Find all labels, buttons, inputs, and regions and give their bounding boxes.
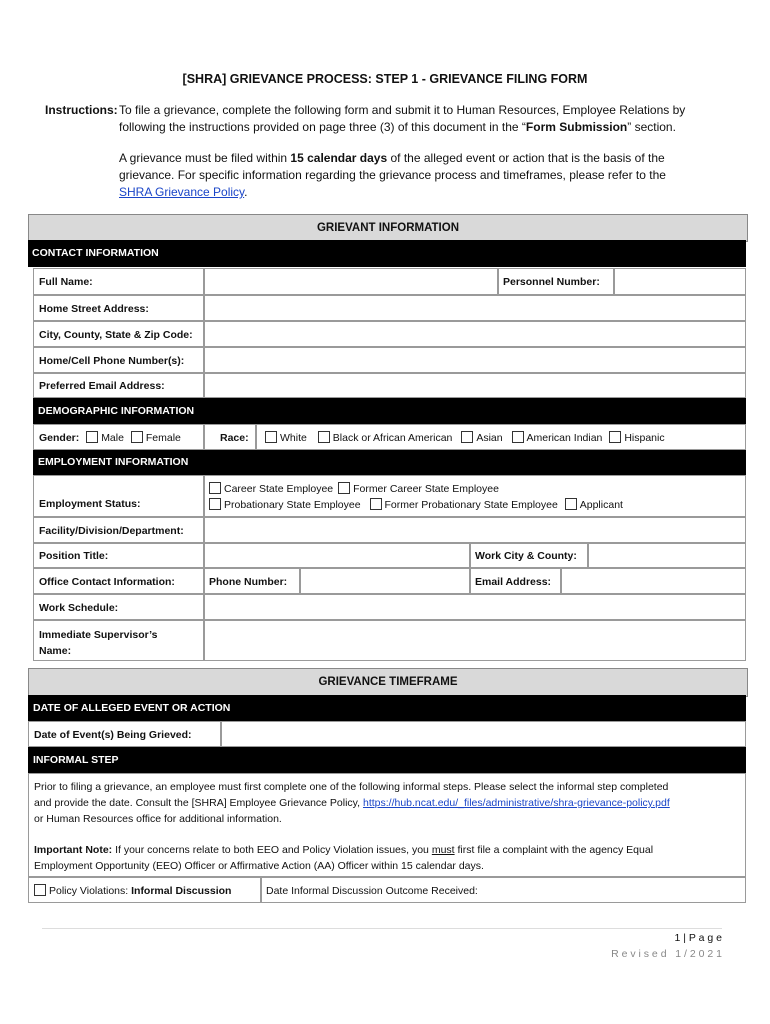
deadline-text: A grievance must be filed within — [119, 151, 291, 165]
city-state-label: City, County, State & Zip Code: — [33, 321, 204, 347]
american-indian-label: American Indian — [526, 432, 603, 444]
work-city-field[interactable] — [588, 543, 746, 568]
period: . — [244, 185, 248, 199]
form-submission-text: Form Submission — [525, 120, 628, 134]
position-label: Position Title: — [33, 543, 204, 568]
probationary-checkbox[interactable] — [209, 498, 221, 510]
employment-row-1 — [209, 481, 745, 497]
outcome-received-field[interactable]: Date Informal Discussion Outcome Received: — [261, 877, 746, 903]
white-checkbox[interactable] — [265, 431, 277, 443]
american-indian-option[interactable] — [512, 432, 603, 444]
male-checkbox[interactable] — [86, 431, 98, 443]
dates-grieved-field[interactable] — [221, 721, 746, 747]
grievant-section-header: GRIEVANT INFORMATION — [28, 214, 748, 242]
phone-field[interactable] — [204, 347, 746, 373]
phone-label: Home/Cell Phone Number(s): — [33, 347, 204, 373]
gender-row — [33, 424, 204, 450]
employment-row-2 — [209, 497, 745, 513]
instructions-line2 — [119, 119, 739, 136]
page-number: 1 | P a g e — [674, 932, 722, 944]
contact-info-header: CONTACT INFORMATION — [28, 240, 746, 267]
supervisor-label-line2: Name: — [39, 645, 72, 657]
footer-divider — [42, 928, 722, 929]
email-address-field[interactable] — [561, 568, 746, 594]
policy-link-line — [119, 184, 248, 201]
revised-date: R e v i s e d 1 / 2 0 2 1 — [611, 948, 722, 960]
deadline-days: 15 calendar days — [290, 151, 388, 165]
dates-grieved-label: Date of Event(s) Being Grieved: — [28, 721, 221, 747]
office-contact-label: Office Contact Information: — [33, 568, 204, 594]
facility-label: Facility/Division/Department: — [33, 517, 204, 543]
position-field[interactable] — [204, 543, 470, 568]
employment-status-label: Employment Status: — [33, 475, 204, 517]
informal-line1: Prior to filing a grievance, an employee must first complete one of the following informal steps. Please select the informal step completed — [34, 781, 669, 793]
home-address-label: Home Street Address: — [33, 295, 204, 321]
race-options — [256, 424, 746, 450]
white-label: White — [280, 432, 307, 444]
date-alleged-header: DATE OF ALLEGED EVENT OR ACTION — [28, 695, 746, 721]
applicant-option[interactable] — [565, 499, 623, 511]
former-probationary-checkbox[interactable] — [370, 498, 382, 510]
work-city-label: Work City & County: — [470, 543, 588, 568]
hispanic-checkbox[interactable] — [609, 431, 621, 443]
city-state-field[interactable] — [204, 321, 746, 347]
black-label: Black or African American — [332, 432, 453, 444]
race-label: Race: — [204, 424, 256, 450]
deadline-paragraph-2: grievance. For specific information regarding the grievance process and timeframes, please refer to the — [119, 168, 666, 182]
supervisor-label — [33, 620, 204, 661]
instructions-line1: To file a grievance, complete the following form and submit it to Human Resources, Employee Relations by — [119, 103, 686, 117]
applicant-label: Applicant — [579, 499, 623, 511]
deadline-paragraph — [119, 150, 739, 167]
gender-label: Gender: — [39, 432, 80, 444]
instructions-text-end: ” section. — [627, 120, 676, 134]
former-career-checkbox[interactable] — [338, 482, 350, 494]
facility-field[interactable] — [204, 517, 746, 543]
informal-line2-text: and provide the date. Consult the [SHRA] Employee Grievance Policy, — [34, 797, 363, 809]
phone-number-label: Phone Number: — [204, 568, 300, 594]
note-must: must — [431, 844, 455, 856]
black-option[interactable] — [318, 432, 453, 444]
hispanic-option[interactable] — [609, 432, 664, 444]
hispanic-label: Hispanic — [624, 432, 665, 444]
male-option[interactable] — [86, 432, 124, 444]
personnel-number-label: Personnel Number: — [498, 268, 614, 295]
important-note-label: Important Note: — [34, 844, 113, 856]
male-label: Male — [101, 432, 124, 444]
page-title: [SHRA] GRIEVANCE PROCESS: STEP 1 - GRIEVANCE FILING FORM — [182, 72, 588, 86]
asian-option[interactable] — [461, 432, 502, 444]
informal-step-text — [28, 773, 746, 877]
demographic-header: DEMOGRAPHIC INFORMATION — [33, 398, 746, 424]
supervisor-field[interactable] — [204, 620, 746, 661]
probationary-label: Probationary State Employee — [224, 499, 361, 511]
policy-violations-option[interactable] — [28, 877, 261, 903]
white-option[interactable] — [265, 432, 307, 444]
female-option[interactable] — [131, 432, 181, 444]
former-probationary-option[interactable] — [370, 499, 558, 511]
policy-violations-label: Policy Violations: — [49, 885, 132, 897]
important-note-line1 — [34, 842, 740, 858]
informal-line2 — [34, 795, 740, 811]
former-career-label: Former Career State Employee — [353, 483, 499, 495]
informal-step-header: INFORMAL STEP — [28, 747, 746, 773]
note-text-end: first file a complaint with the agency Equal — [454, 844, 654, 856]
full-name-label: Full Name: — [33, 268, 204, 295]
spacer — [34, 827, 740, 842]
probationary-option[interactable] — [209, 499, 361, 511]
supervisor-label-line1: Immediate Supervisor’s — [39, 629, 158, 641]
employment-header: EMPLOYMENT INFORMATION — [33, 450, 746, 475]
note-text: If your concerns relate to both EEO and Policy Violation issues, you — [112, 844, 432, 856]
policy-url-link[interactable]: https://hub.ncat.edu/_files/administrative/shra-grievance-policy.pdf — [362, 797, 670, 809]
career-label: Career State Employee — [224, 483, 334, 495]
former-career-option[interactable] — [338, 483, 499, 495]
work-schedule-field[interactable] — [204, 594, 746, 620]
email-label: Preferred Email Address: — [33, 373, 204, 398]
full-name-field[interactable] — [204, 268, 498, 295]
female-checkbox[interactable] — [131, 431, 143, 443]
work-schedule-label: Work Schedule: — [33, 594, 204, 620]
instructions-text: following the instructions provided on page three (3) of this document in the “ — [119, 120, 526, 134]
female-label: Female — [145, 432, 181, 444]
deadline-text-end: of the alleged event or action that is the basis of the — [387, 151, 665, 165]
american-indian-checkbox[interactable] — [512, 431, 524, 443]
career-checkbox[interactable] — [209, 482, 221, 494]
asian-checkbox[interactable] — [461, 431, 473, 443]
email-address-label: Email Address: — [470, 568, 561, 594]
informal-discussion-label: Informal Discussion — [131, 885, 232, 897]
employment-status-options — [204, 475, 746, 517]
applicant-checkbox[interactable] — [565, 498, 577, 510]
phone-number-field[interactable] — [300, 568, 470, 594]
personnel-number-field[interactable] — [614, 268, 746, 295]
policy-violations-checkbox[interactable] — [34, 884, 46, 896]
former-probationary-label: Former Probationary State Employee — [384, 499, 558, 511]
informal-line3: or Human Resources office for additional information. — [34, 813, 282, 825]
asian-label: Asian — [476, 432, 503, 444]
home-address-field[interactable] — [204, 295, 746, 321]
timeframe-section-header: GRIEVANCE TIMEFRAME — [28, 668, 748, 697]
email-field[interactable] — [204, 373, 746, 398]
important-note-line2: Employment Opportunity (EEO) Officer or Affirmative Action (AA) Officer within 15 calendar days. — [34, 860, 484, 872]
black-checkbox[interactable] — [318, 431, 330, 443]
policy-link[interactable]: SHRA Grievance Policy — [119, 185, 245, 199]
instructions-label: Instructions: — [45, 103, 118, 117]
career-option[interactable] — [209, 483, 333, 495]
